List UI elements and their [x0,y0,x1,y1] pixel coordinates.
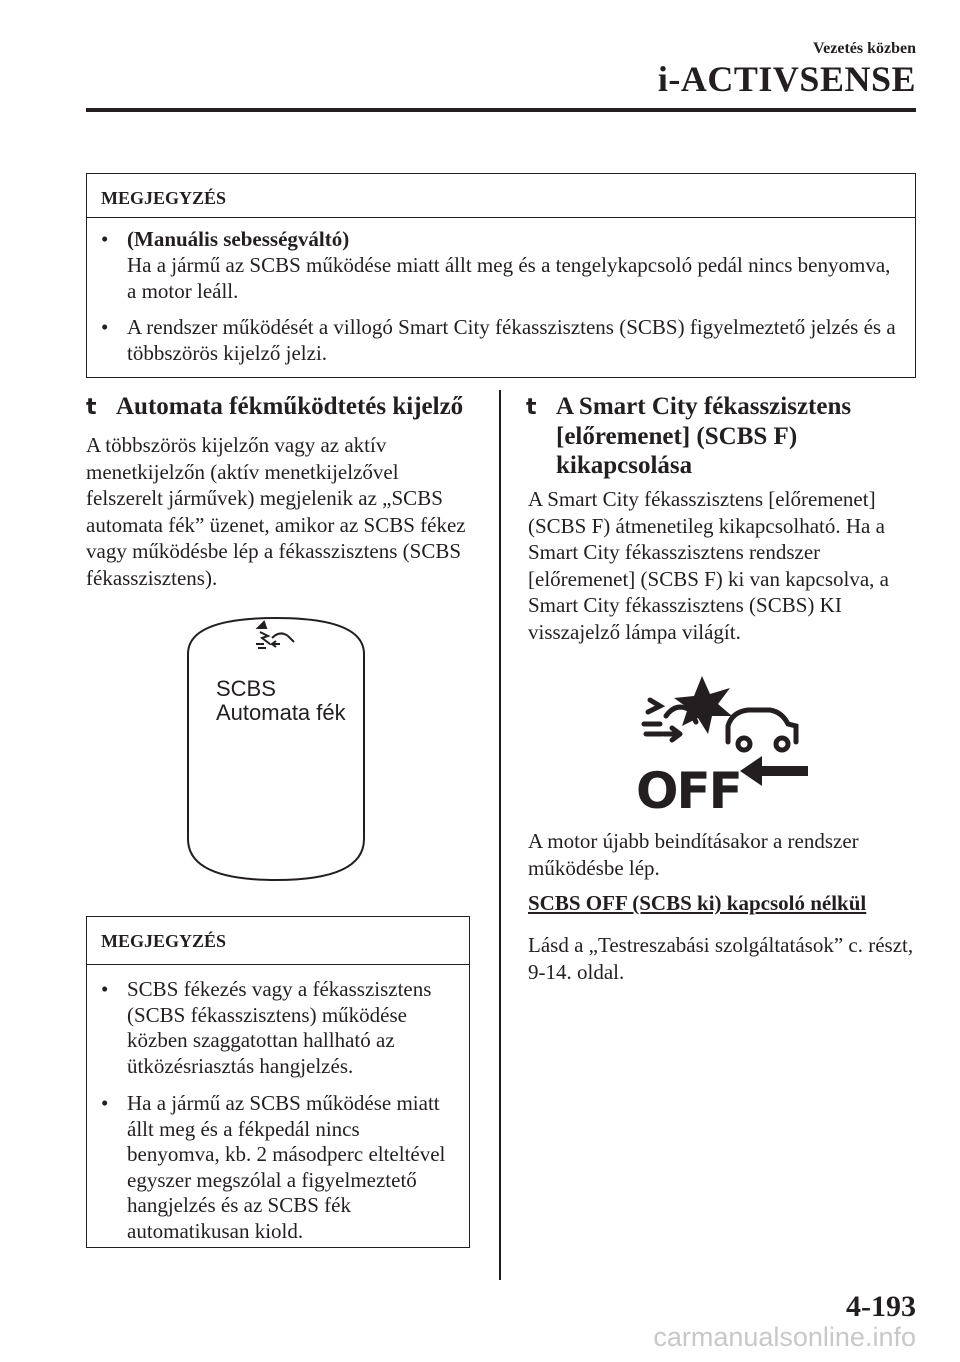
note-heading: MEGJEGYZÉS [87,174,915,218]
right-section-heading [526,392,926,480]
header-divider [86,108,916,112]
right-heading-line3: kikapcsolása [556,452,693,479]
right-paragraph-2: A motor újabb beindításakor a rendszer működésbe lép. [528,829,859,880]
right-paragraph-1: A Smart City fékasszisztens [előremenet] (SCBS F) átmenetileg kikapcsolható. Ha a Smart City fékasszisztens rendszer [előremenet] (SCBS F) ki van kapcsolva, a Smart City fékasszisztens (SCBS) KI visszajelző lámpa világít. [528,487,889,644]
note-bullet [101,226,901,304]
left-heading-text: Automata fékműködtetés kijelző [116,393,464,420]
section-title: Vezetés közben [813,40,916,57]
bullet-icon: • [101,315,109,339]
right-heading-line2: [előremenet] (SCBS F) [556,423,798,450]
note-box-top [86,173,916,378]
off-label: OFF [636,762,741,812]
section-marker-icon: t [86,395,97,420]
section-marker-icon: t [526,395,537,420]
note-body [87,218,915,382]
note-bullet [101,977,455,1079]
left-section-heading [86,392,486,422]
display-text-line1: SCBS [216,676,276,701]
multi-display-illustration [186,614,366,884]
bullet-icon: • [101,1091,109,1115]
note-bullet [101,314,901,366]
bullet-text: SCBS fékezés vagy a fékasszisztens (SCBS fékasszisztens) működése közben szaggatottan hallható az ütközésriasztás hangjelzés. [127,977,432,1078]
chapter-title: i-ACTIVSENSE [657,59,916,99]
brake-warning-icon [256,622,294,648]
column-divider [499,390,501,1280]
note-bullet [101,1091,455,1244]
display-text-line2: Automata fék [216,700,346,725]
watermark: carmanualsonline.info [653,1322,916,1352]
bullet-text: A rendszer működését a villogó Smart City fékasszisztens (SCBS) figyelmeztető jelzés és a többszörös kijelző jelzi. [127,315,896,365]
bullet-icon: • [101,227,109,251]
bullet-text: Ha a jármű az SCBS működése miatt állt meg és a tengelykapcsoló pedál nincs benyomva, a motor leáll. [127,253,891,303]
note-body [87,965,469,1260]
note-heading: MEGJEGYZÉS [87,917,469,965]
right-subheading: SCBS OFF (SCBS ki) kapcsoló nélkül [528,891,867,915]
page-number: 4-193 [846,1290,916,1323]
bullet-text: Ha a jármű az SCBS működése miatt állt meg és a fékpedál nincs benyomva, kb. 2 másodperc elteltével egyszer megszólal a figyelmeztető hangjelzés és az SCBS fék automatikusan kiold. [127,1091,446,1243]
note-box-bottom [86,916,470,1248]
right-heading-line1: A Smart City fékasszisztens [556,393,852,420]
bullet-bold-label: (Manuális sebességváltó) [127,227,350,251]
bullet-icon: • [101,977,109,1001]
right-paragraph-3: Lásd a „Testreszabási szolgáltatások” c. részt, 9-14. oldal. [528,933,914,984]
left-paragraph: A többszörös kijelzőn vagy az aktív menetkijelzőn (aktív menetkijelzővel felszerelt járművek) megjelenik az „SCBS automata fék” üzenet, amikor az SCBS fékez vagy működésbe lép a fékasszisztens (SCBS fékasszisztens). [86,433,466,590]
scbs-off-indicator-icon [636,672,811,812]
